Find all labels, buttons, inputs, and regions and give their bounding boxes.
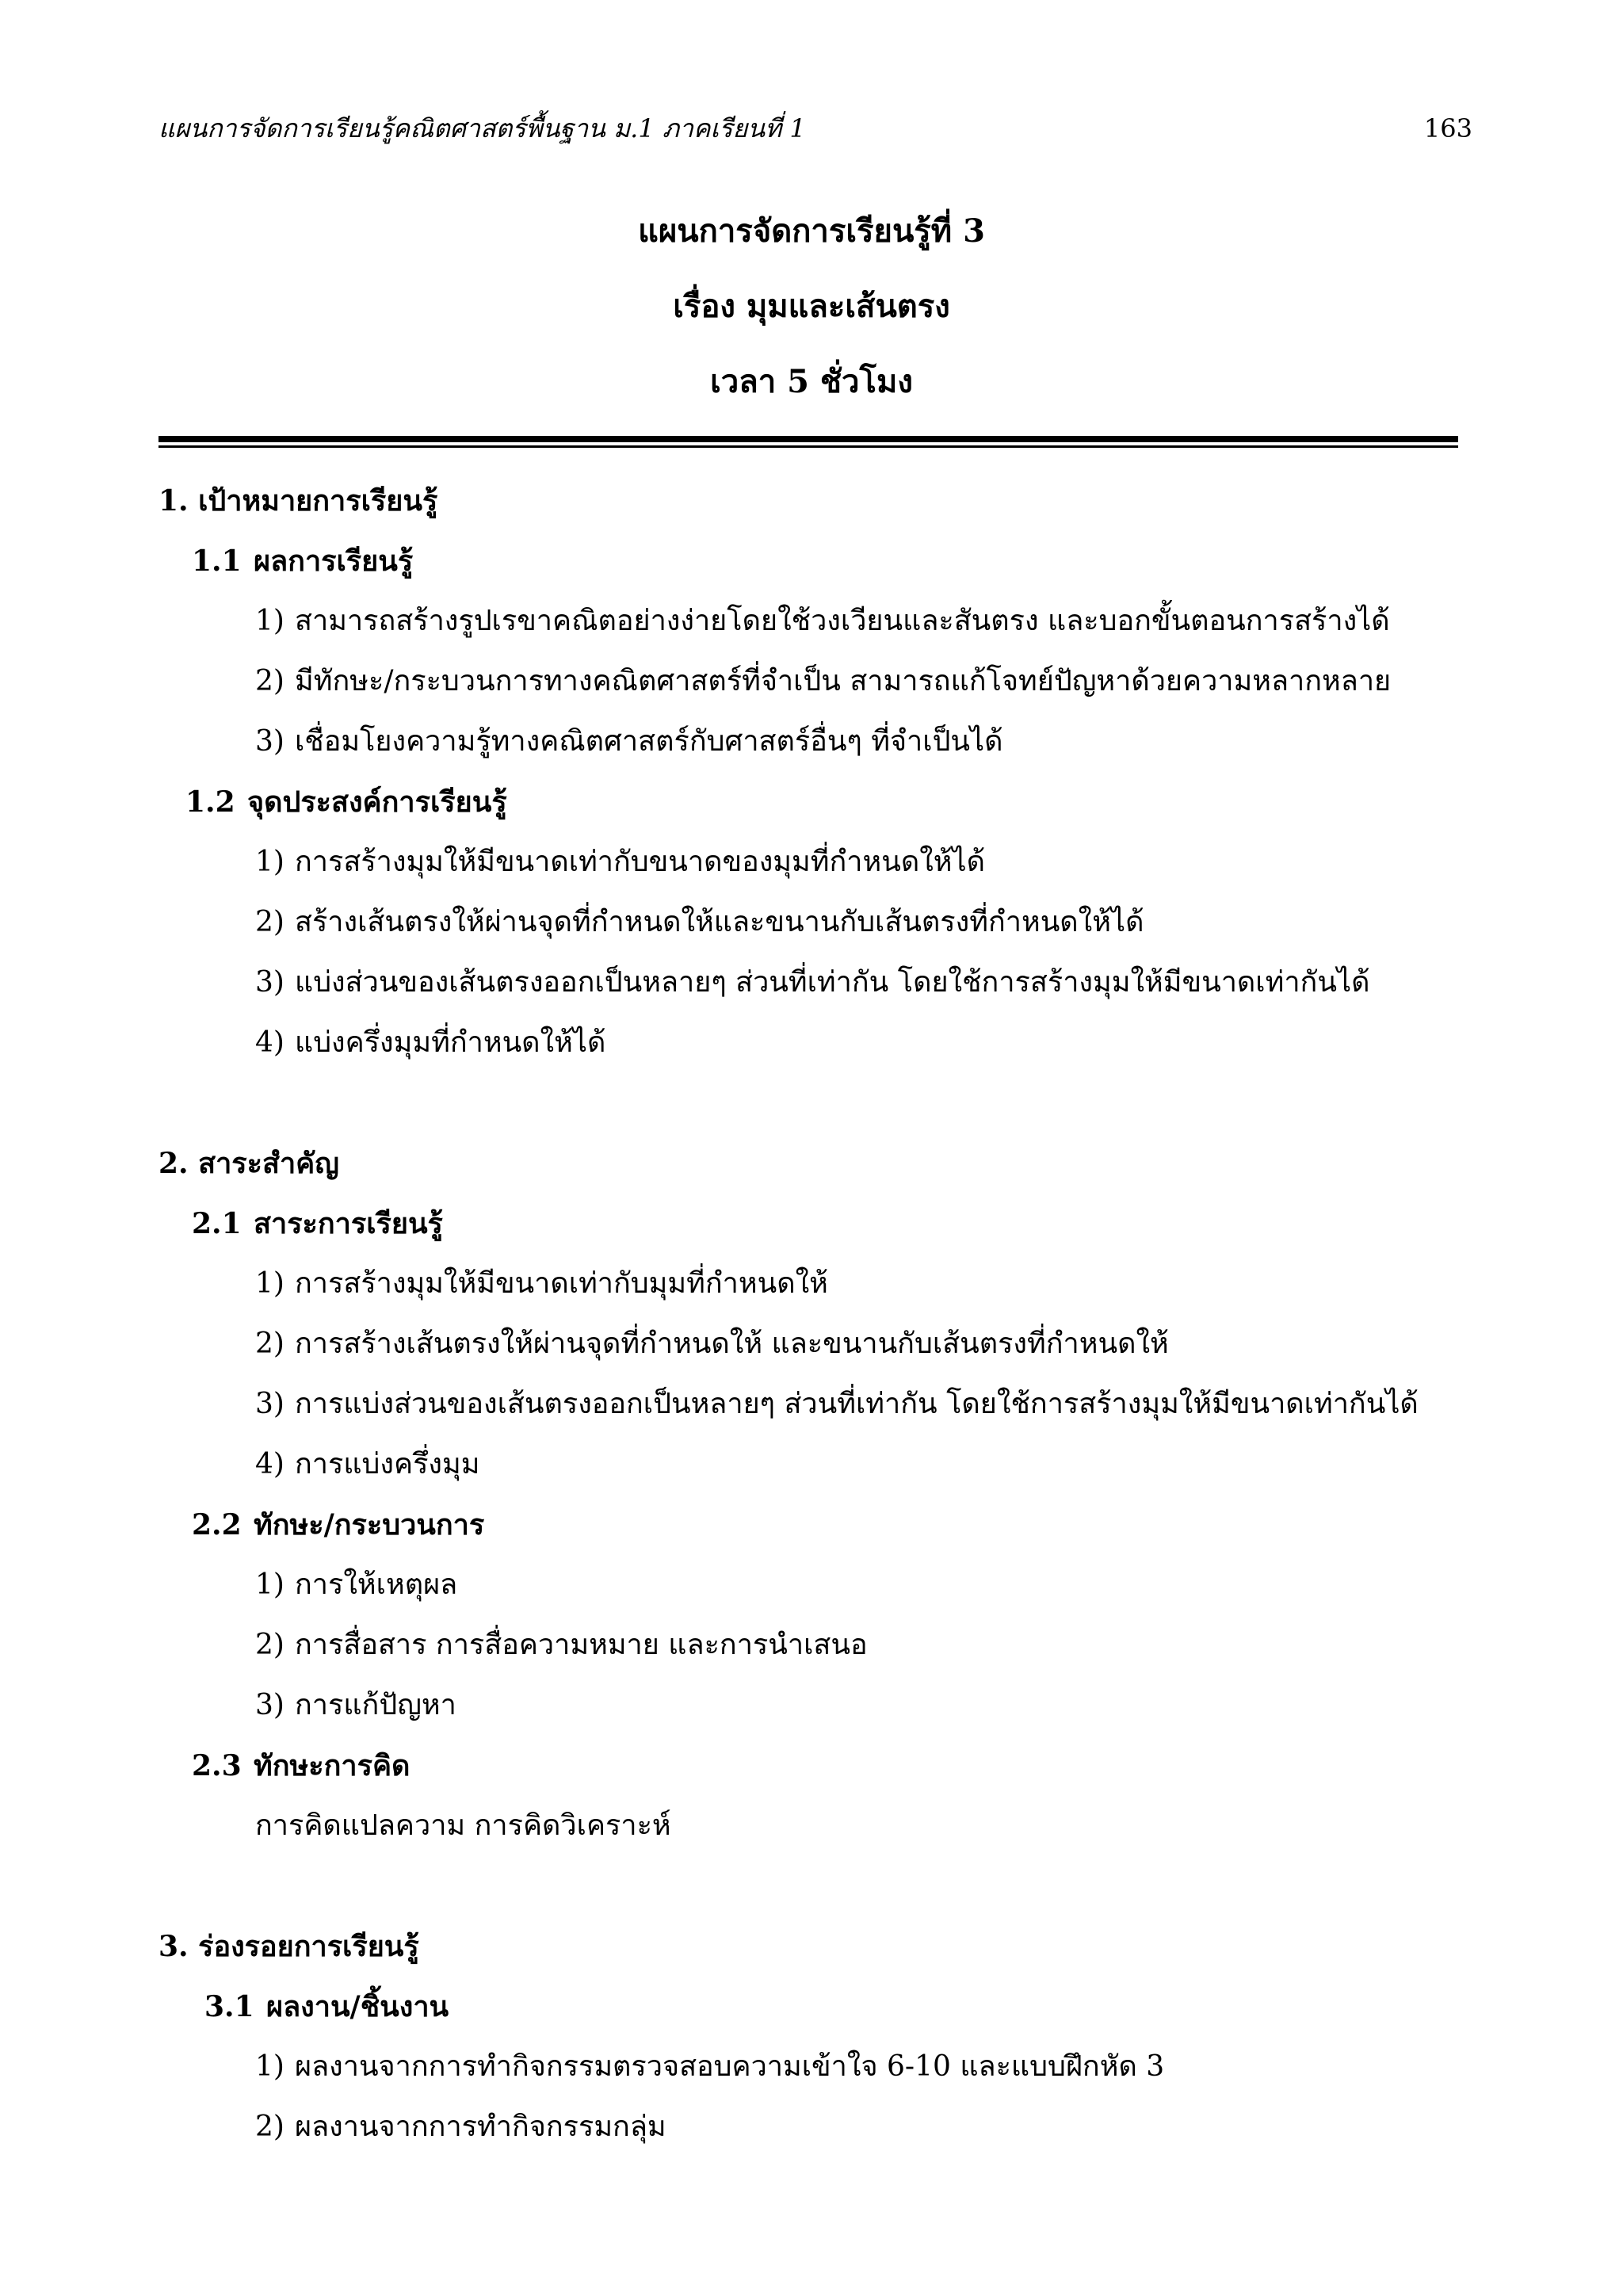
item-number: 1) [255, 846, 285, 878]
page-number: 163 [1423, 113, 1472, 143]
item-number: 2) [255, 1328, 285, 1360]
divider-thin-line [158, 445, 1458, 448]
lesson-plan-title: แผนการจัดการเรียนรู้ที่ 3 [638, 212, 985, 250]
item-text: แบ่งส่วนของเส้นตรงออกเป็นหลายๆ ส่วนที่เท่ากัน โดยใช้การสร้างมุมให้มีขนาดเท่ากันได้ [295, 966, 1370, 999]
item-number: 2) [255, 906, 285, 938]
subsection-title: ผลการเรียนรู้ [254, 544, 414, 578]
title-divider [158, 436, 1458, 449]
item-number: 1) [255, 2050, 285, 2083]
subsection-number: 3.1 [204, 1990, 254, 2023]
section-heading: 2. สาระสำคัญ [158, 1147, 339, 1180]
item-number: 1) [255, 1267, 285, 1300]
item-text: การสร้างมุมให้มีขนาดเท่ากับมุมที่กำหนดให้ [295, 1267, 828, 1300]
item-text: การให้เหตุผล [295, 1568, 458, 1601]
subsection-number: 2.3 [192, 1749, 242, 1782]
item-text: สร้างเส้นตรงให้ผ่านจุดที่กำหนดให้และขนานกับเส้นตรงที่กำหนดให้ได้ [295, 906, 1144, 938]
item-text: การแบ่งส่วนของเส้นตรงออกเป็นหลายๆ ส่วนที่เท่ากัน โดยใช้การสร้างมุมให้มีขนาดเท่ากันได้ [295, 1388, 1419, 1420]
list-item [0, 1322, 1623, 1382]
subsection-heading [0, 1503, 1623, 1563]
item-number: 2) [255, 1629, 285, 1661]
subsection-heading [0, 1744, 1623, 1804]
lesson-topic: เรื่อง มุมและเส้นตรง [673, 288, 950, 325]
item-number: 2) [255, 665, 285, 697]
subsection-heading [0, 780, 1623, 840]
subsection-number: 1.1 [192, 544, 242, 578]
list-item [0, 1021, 1623, 1081]
subsection-title: จุดประสงค์การเรียนรู้ [247, 785, 507, 819]
divider-thick-line [158, 436, 1458, 442]
lesson-duration: เวลา 5 ชั่วโมง [710, 363, 913, 400]
subsection-title: สาระการเรียนรู้ [254, 1207, 443, 1240]
lesson-title-block [0, 208, 1623, 434]
list-item [0, 599, 1623, 659]
item-number: 2) [255, 2111, 285, 2143]
subsection-number: 2.1 [192, 1207, 242, 1240]
item-text: แบ่งครึ่งมุมที่กำหนดให้ได้ [295, 1026, 606, 1059]
list-item [0, 961, 1623, 1021]
item-number: 3) [255, 1388, 285, 1420]
running-header: แผนการจัดการเรียนรู้คณิตศาสตร์พื้นฐาน ม.1 ภาคเรียนที่ 1 [158, 113, 806, 143]
section-heading: 3. ร่องรอยการเรียนรู้ [158, 1930, 419, 1963]
list-item [0, 2045, 1623, 2105]
subsection-heading [0, 539, 1623, 599]
item-text: การสร้างมุมให้มีขนาดเท่ากับขนาดของมุมที่กำหนดให้ได้ [295, 846, 985, 878]
subsection-number: 1.2 [185, 785, 235, 819]
list-item [0, 2105, 1623, 2165]
subsection-title: ทักษะการคิด [254, 1749, 411, 1782]
list-item [0, 1442, 1623, 1503]
document-body [0, 479, 1623, 2165]
section-heading: 1. เป้าหมายการเรียนรู้ [158, 484, 438, 518]
item-text: เชื่อมโยงความรู้ทางคณิตศาสตร์กับศาสตร์อื่นๆ ที่จำเป็นได้ [295, 725, 1003, 758]
item-text: การสร้างเส้นตรงให้ผ่านจุดที่กำหนดให้ และขนานกับเส้นตรงที่กำหนดให้ [295, 1328, 1169, 1360]
subsection-number: 2.2 [192, 1508, 242, 1541]
item-text: สามารถสร้างรูปเรขาคณิตอย่างง่ายโดยใช้วงเวียนและสันตรง และบอกขั้นตอนการสร้างได้ [295, 605, 1390, 637]
list-item [0, 1683, 1623, 1744]
item-number: 4) [255, 1448, 285, 1480]
subsection-title: ทักษะ/กระบวนการ [254, 1508, 485, 1541]
list-item [0, 840, 1623, 900]
subsection-title: ผลงาน/ชิ้นงาน [266, 1990, 449, 2023]
list-item [0, 1563, 1623, 1623]
list-item [0, 1262, 1623, 1322]
item-text: การสื่อสาร การสื่อความหมาย และการนำเสนอ [295, 1629, 868, 1661]
subsection-heading [0, 1201, 1623, 1262]
section-spacer [0, 1864, 1623, 1924]
list-item [0, 1382, 1623, 1442]
list-item [0, 1623, 1623, 1683]
item-text: การแก้ปัญหา [295, 1689, 456, 1721]
item-number: 3) [255, 725, 285, 758]
item-text: การแบ่งครึ่งมุม [295, 1448, 480, 1480]
item-number: 1) [255, 1568, 285, 1601]
section-spacer [0, 1081, 1623, 1141]
list-item [0, 720, 1623, 780]
subsection-heading [0, 1985, 1623, 2045]
paragraph-text: การคิดแปลความ การคิดวิเคราะห์ [255, 1809, 671, 1842]
item-text: ผลงานจากการทำกิจกรรมกลุ่ม [295, 2111, 666, 2143]
list-item [0, 900, 1623, 961]
item-number: 4) [255, 1026, 285, 1059]
list-item [0, 659, 1623, 720]
item-number: 3) [255, 966, 285, 999]
item-text: มีทักษะ/กระบวนการทางคณิตศาสตร์ที่จำเป็น สามารถแก้โจทย์ปัญหาด้วยความหลากหลาย [295, 665, 1392, 697]
item-number: 1) [255, 605, 285, 637]
item-text: ผลงานจากการทำกิจกรรมตรวจสอบความเข้าใจ 6-10 และแบบฝึกหัด 3 [295, 2050, 1165, 2083]
item-number: 3) [255, 1689, 285, 1721]
